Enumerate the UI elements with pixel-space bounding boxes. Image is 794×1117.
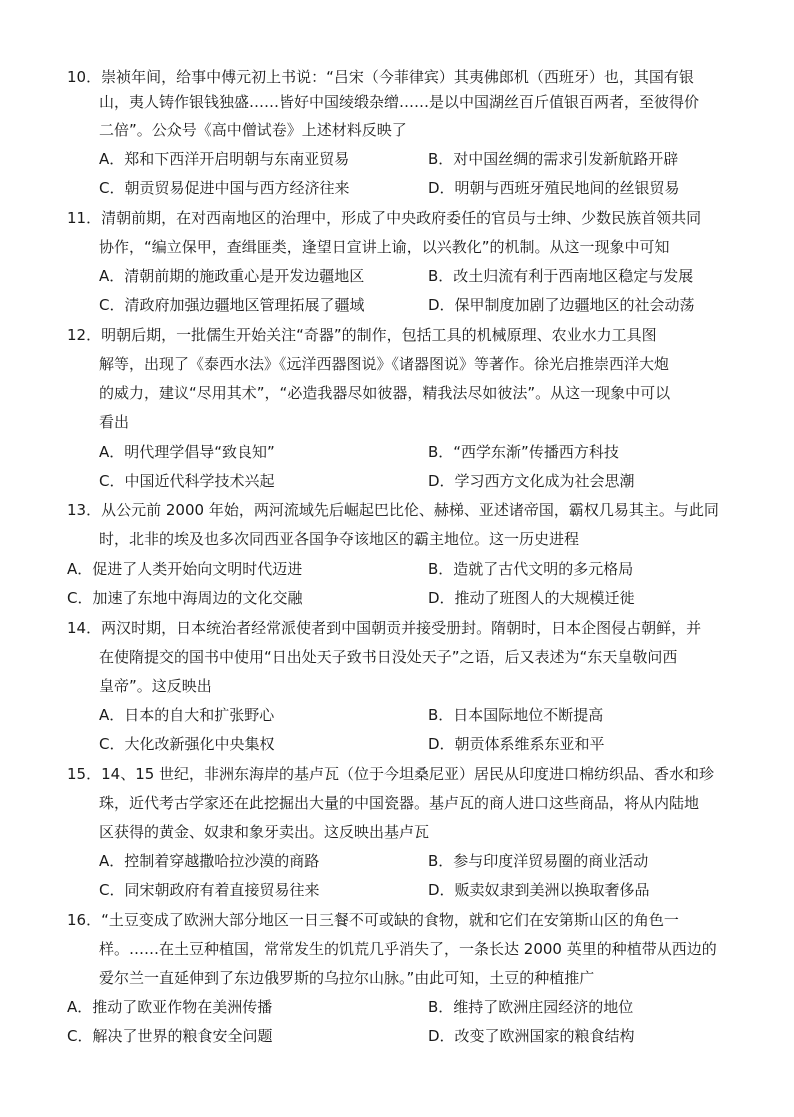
- number-separator: ．: [86, 209, 102, 227]
- option-c[interactable]: C．朝贡贸易促进中国与西方经济往来: [99, 179, 350, 197]
- question-number: 12: [67, 326, 87, 344]
- option-c[interactable]: C．加速了东地中海周边的文化交融: [67, 589, 303, 607]
- number-separator: ．: [86, 68, 102, 86]
- question-stem-line: 时，北非的埃及也多次同西亚各国争夺该地区的霸主地位。这一历史进程: [99, 530, 580, 548]
- question-stem-line: 样。……在土豆种植国，常常发生的饥荒几乎消失了，一条长达 2000 英里的种植带从西边的: [99, 940, 717, 958]
- option-d[interactable]: D．学习西方文化成为社会思潮: [428, 472, 635, 490]
- option-a[interactable]: A．郑和下西洋开启明朝与东南亚贸易: [99, 150, 350, 168]
- option-d[interactable]: D．贩卖奴隶到美洲以换取奢侈品: [428, 881, 650, 899]
- question-stem-line: 二倍”。公众号《高中僧试卷》上述材料反映了: [99, 121, 407, 139]
- option-a[interactable]: A．清朝前期的施政重心是开发边疆地区: [99, 267, 365, 285]
- question-stem-line: 在使隋提交的国书中使用“日出处天子致书日没处天子”之语，后又表述为“东天皇敬问西: [99, 648, 678, 666]
- option-b[interactable]: B．“西学东渐”传播西方科技: [428, 443, 619, 461]
- number-separator: ．: [86, 911, 102, 929]
- question-stem-line: 皇帝”。这反映出: [99, 677, 212, 695]
- option-a[interactable]: A．促进了人类开始向文明时代迈进: [67, 560, 303, 578]
- option-b[interactable]: B．维持了欧洲庄园经济的地位: [428, 998, 634, 1016]
- option-d[interactable]: D．改变了欧洲国家的粮食结构: [428, 1027, 635, 1045]
- question-stem-line: 10．崇祯年间，给事中傅元初上书说：“吕宋（今菲律宾）其夷佛郎机（西班牙）也，其国有银: [67, 68, 694, 86]
- question-number: 15: [67, 765, 87, 783]
- question-stem-line: 珠，近代考古学家还在此挖掘出大量的中国瓷器。基卢瓦的商人进口这些商品，将从内陆地: [99, 794, 700, 812]
- question-number: 16: [67, 911, 87, 929]
- question-number: 13: [67, 501, 87, 519]
- option-c[interactable]: C．同宋朝政府有着直接贸易往来: [99, 881, 320, 899]
- question-stem-line: 16．“土豆变成了欧洲大部分地区一日三餐不可或缺的食物，就和它们在安第斯山区的角色一: [67, 911, 679, 929]
- question-number: 10: [67, 68, 87, 86]
- number-separator: ．: [86, 619, 102, 637]
- question-stem-line: 15．14、15 世纪，非洲东海岸的基卢瓦（位于今坦桑尼亚）居民从印度进口棉纺织品、香水和珍: [67, 765, 715, 783]
- question-stem-line: 爱尔兰一直延伸到了东边俄罗斯的乌拉尔山脉。”由此可知，土豆的种植推广: [99, 969, 595, 987]
- option-a[interactable]: A．明代理学倡导“致良知”: [99, 443, 275, 461]
- question-stem-line: 山，夷人铸作银钱独盛……皆好中国绫缎杂缯……是以中国湖丝百斤值银百两者，至彼得价: [99, 93, 700, 111]
- option-b[interactable]: B．对中国丝绸的需求引发新航路开辟: [428, 150, 679, 168]
- option-d[interactable]: D．推动了班图人的大规模迁徙: [428, 589, 635, 607]
- question-stem-line: 看出: [99, 413, 130, 431]
- option-a[interactable]: A．日本的自大和扩张野心: [99, 706, 275, 724]
- option-c[interactable]: C．大化改新强化中央集权: [99, 735, 275, 753]
- question-stem-line: 的威力，建议“尽用其术”，“必造我器尽如彼器，精我法尽如彼法”。从这一现象中可以: [99, 384, 671, 402]
- number-separator: ．: [86, 765, 102, 783]
- option-b[interactable]: B．日本国际地位不断提高: [428, 706, 604, 724]
- question-number: 14: [67, 619, 87, 637]
- option-c[interactable]: C．解决了世界的粮食安全问题: [67, 1027, 273, 1045]
- option-b[interactable]: B．造就了古代文明的多元格局: [428, 560, 634, 578]
- option-a[interactable]: A．控制着穿越撒哈拉沙漠的商路: [99, 852, 320, 870]
- question-stem-line: 12．明朝后期，一批儒生开始关注“奇器”的制作，包括工具的机械原理、农业水力工具图: [67, 326, 657, 344]
- question-stem-line: 14．两汉时期，日本统治者经常派使者到中国朝贡并接受册封。隋朝时，日本企图侵占朝鲜，并: [67, 619, 702, 637]
- option-d[interactable]: D．保甲制度加剧了边疆地区的社会动荡: [428, 296, 695, 314]
- option-c[interactable]: C．中国近代科学技术兴起: [99, 472, 275, 490]
- option-b[interactable]: B．参与印度洋贸易圈的商业活动: [428, 852, 649, 870]
- option-a[interactable]: A．推动了欧亚作物在美洲传播: [67, 998, 273, 1016]
- option-d[interactable]: D．朝贡体系维系东亚和平: [428, 735, 605, 753]
- question-stem-line: 解等，出现了《泰西水法》《远洋西器图说》《诸器图说》等著作。徐光启推崇西洋大炮: [99, 355, 670, 373]
- option-c[interactable]: C．清政府加强边疆地区管理拓展了疆域: [99, 296, 365, 314]
- number-separator: ．: [86, 501, 102, 519]
- question-stem-line: 区获得的黄金、奴隶和象牙卖出。这反映出基卢瓦: [99, 823, 430, 841]
- option-d[interactable]: D．明朝与西班牙殖民地间的丝银贸易: [428, 179, 680, 197]
- question-stem-line: 11．清朝前期，在对西南地区的治理中，形成了中央政府委任的官员与士绅、少数民族首领共同: [67, 209, 702, 227]
- number-separator: ．: [86, 326, 102, 344]
- question-stem-line: 协作，“编立保甲，查缉匪类，逢望日宣讲上谕，以兴教化”的机制。从这一现象中可知: [99, 238, 670, 256]
- question-stem-line: 13．从公元前 2000 年始，两河流域先后崛起巴比伦、赫梯、亚述诸帝国，霸权几易其主。与此同: [67, 501, 719, 519]
- option-b[interactable]: B．改土归流有利于西南地区稳定与发展: [428, 267, 694, 285]
- question-number: 11: [67, 209, 87, 227]
